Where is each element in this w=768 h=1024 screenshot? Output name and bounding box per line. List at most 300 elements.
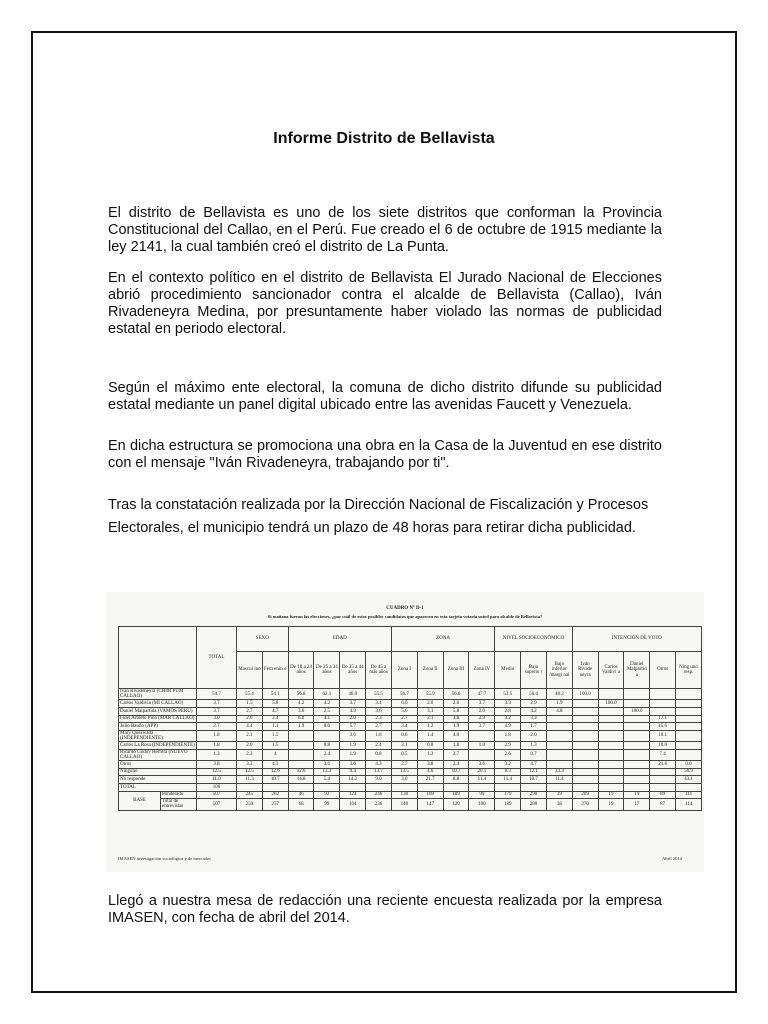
table-cell: 5.4 (314, 776, 340, 784)
table-cell (598, 689, 624, 700)
table-cell: 100.0 (624, 708, 650, 716)
table-cell: 0.8 (417, 742, 443, 750)
survey-question: Si mañana fueran las elecciones, ¿por cuál de estos posibles candidatos que aparecen en esta tarjeta votaría usted para alcalde de Bellavista? (267, 614, 543, 619)
table-cell (314, 730, 340, 741)
table-row (119, 768, 702, 776)
table-cell: 3.4 (391, 723, 417, 731)
table-cell (572, 776, 598, 784)
table-cell: 53.5 (495, 689, 521, 700)
document-title: Informe Distrito de Bellavista (273, 130, 495, 147)
table-cell: 46.9 (340, 689, 366, 700)
row-label: Otros (119, 761, 197, 769)
table-cell (572, 749, 598, 760)
table-cell: 2.6 (495, 749, 521, 760)
table-cell: 179 (495, 791, 521, 799)
table-cell: 5.0 (391, 708, 417, 716)
table-cell (340, 783, 366, 791)
table-cell: 2.9 (495, 742, 521, 750)
table-cell: 2.3 (237, 749, 263, 760)
table-cell: 2.7 (391, 715, 417, 723)
table-cell: 0.5 (391, 749, 417, 760)
table-cell (417, 783, 443, 791)
table-cell (572, 715, 598, 723)
table-cell: 2.6 (237, 715, 263, 723)
table-cell: 250 (237, 799, 263, 810)
row-label: Ninguno (119, 768, 197, 776)
base-row (119, 799, 702, 810)
table-cell: 2.7 (197, 723, 237, 731)
table-cell (469, 783, 495, 791)
table-cell: 3.0 (391, 776, 417, 784)
table-cell: 12.5 (237, 768, 263, 776)
row-label-header (119, 627, 197, 689)
table-cell: 3.6 (314, 761, 340, 769)
table-cell (572, 761, 598, 769)
table-cell (598, 768, 624, 776)
table-cell: 3.6 (366, 708, 392, 716)
table-cell: 2.1 (417, 715, 443, 723)
table-cell: 2.7 (366, 723, 392, 731)
table-cell: 10.7 (521, 776, 547, 784)
table-cell (676, 689, 702, 700)
table-cell: 3.1 (391, 742, 417, 750)
table-cell (469, 730, 495, 741)
table-cell (650, 708, 676, 716)
table-cell: 19 (598, 791, 624, 799)
table-cell: 55.5 (366, 689, 392, 700)
survey-table-image (106, 592, 704, 872)
table-cell (598, 783, 624, 791)
group-header-edad: EDAD (288, 627, 391, 652)
table-cell: 3.6 (340, 761, 366, 769)
table-cell: 246 (366, 791, 392, 799)
table-cell: 21.7 (417, 776, 443, 784)
table-cell: 3.3 (495, 700, 521, 708)
subheader-cell: Zona I (391, 652, 417, 689)
table-cell (288, 730, 314, 741)
table-cell: 100.0 (572, 689, 598, 700)
paragraph-district-intro: El distrito de Bellavista es uno de los siete distritos que conforman la Provincia Constitucional del Callao, en el Perú. Fue creado el 6 de octubre de 1915 mediante la ley 2141, la cual también creó el distrito de La Punta. (108, 205, 662, 255)
subheader-cell: Zona IV (469, 652, 495, 689)
table-cell: 12.6 (262, 768, 288, 776)
table-cell: 2.4 (443, 761, 469, 769)
table-cell: 89 (650, 791, 676, 799)
subheader-cell: Iván Rivade neyra (572, 652, 598, 689)
table-cell: 3.3 (521, 715, 547, 723)
table-row (119, 742, 702, 750)
subheader-cell: Medio (495, 652, 521, 689)
table-cell: 5.7 (340, 723, 366, 731)
paragraph-structure-message: En dicha estructura se promociona una obra en la Casa de la Juventud en ese distrito con el mensaje "Iván Rivadeneyra, trabajando por ti". (108, 438, 662, 471)
table-cell: 2.6 (443, 700, 469, 708)
table-cell: 2.0 (521, 730, 547, 741)
table-cell (650, 768, 676, 776)
table-cell: 62.1 (314, 689, 340, 700)
table-cell (546, 742, 572, 750)
table-cell: 14.8 (288, 776, 314, 784)
table-cell: 17.1 (650, 715, 676, 723)
table-cell (624, 783, 650, 791)
table-cell: 19 (598, 799, 624, 810)
paragraph-imasen-survey: Llegó a nuestra mesa de redacción una reciente encuesta realizada por la empresa IMASEN, con fecha de abril del 2014. (108, 893, 662, 926)
subheader-cell: De 25 a 34 años (314, 652, 340, 689)
table-cell: 2.7 (237, 708, 263, 716)
table-cell (650, 689, 676, 700)
subheader-cell: Fem enin o (262, 652, 288, 689)
table-cell: 6.0 (288, 715, 314, 723)
table-cell: 507 (197, 791, 237, 799)
table-cell (314, 783, 340, 791)
base-label: BASE (119, 791, 161, 810)
table-cell: 120 (443, 799, 469, 810)
row-label: Carlos Valdivia (MI CALLAO) (119, 700, 197, 708)
table-cell: 11.4 (469, 776, 495, 784)
table-cell (598, 723, 624, 731)
group-header-nse: NIVEL SOCIOECONÓMICO (495, 627, 572, 652)
base-row-label: Total de entrevistas (161, 799, 197, 810)
table-cell (676, 723, 702, 731)
table-cell: 236 (366, 799, 392, 810)
table-cell: 3.8 (197, 761, 237, 769)
table-cell: 10.7 (443, 768, 469, 776)
table-cell: 2.7 (443, 749, 469, 760)
base-row (119, 791, 702, 799)
table-cell: 5.8 (262, 700, 288, 708)
table-cell: 0.7 (521, 749, 547, 760)
table-cell: 4.0 (443, 730, 469, 741)
table-cell: 2.4 (314, 749, 340, 760)
table-cell: 12.6 (288, 768, 314, 776)
table-source: IMASEN investigación sociológica y de mercados (118, 856, 212, 861)
table-row (119, 783, 702, 791)
table-cell: 100.0 (598, 700, 624, 708)
table-cell: 10.0 (650, 742, 676, 750)
row-label: Ivan Rivadeneyra (CHIM PUM CALLAO) (119, 689, 197, 700)
table-cell: 56.8 (288, 689, 314, 700)
table-cell: 55.4 (237, 689, 263, 700)
table-cell (624, 723, 650, 731)
subheader-cell: Daniel Malpartid a (624, 652, 650, 689)
table-cell: 4.8 (546, 708, 572, 716)
table-cell: 46 (288, 791, 314, 799)
table-cell: 507 (197, 799, 237, 810)
table-cell: 111 (676, 791, 702, 799)
table-cell: 189 (495, 799, 521, 810)
subheader-cell: Mascul ino (237, 652, 263, 689)
table-cell: 1.9 (340, 749, 366, 760)
table-cell: 3.6 (288, 708, 314, 716)
table-cell: 245 (237, 791, 263, 799)
table-cell (624, 749, 650, 760)
table-cell: 124 (340, 791, 366, 799)
table-cell (288, 761, 314, 769)
table-cell: 11.4 (546, 776, 572, 784)
base-row-label: Ponderado (161, 791, 197, 799)
table-cell (495, 783, 521, 791)
table-cell: 130 (391, 791, 417, 799)
table-cell (650, 776, 676, 784)
table-cell (624, 761, 650, 769)
table-cell (624, 689, 650, 700)
row-label: Daniel Malpartida (VAMOS PERÚ) (119, 708, 197, 716)
table-cell: 109 (417, 791, 443, 799)
table-cell (676, 715, 702, 723)
table-cell: 6.6 (391, 700, 417, 708)
cuadro-title: CUADRO Nº D-1 (386, 606, 424, 611)
table-cell: 1.4 (417, 730, 443, 741)
row-label: Carlos La Rosa (INDEPENDIENTE) (120, 742, 195, 748)
table-row (119, 749, 702, 760)
table-cell (572, 742, 598, 750)
table-cell: 2.4 (366, 742, 392, 750)
table-cell: 17 (624, 799, 650, 810)
table-cell: 2.0 (237, 742, 263, 750)
table-cell (624, 742, 650, 750)
table-cell: 3.6 (340, 730, 366, 741)
table-cell (624, 776, 650, 784)
table-cell (521, 783, 547, 791)
table-cell: 1.2 (417, 723, 443, 731)
table-cell: 4.9 (495, 723, 521, 731)
table-cell: 4.9 (340, 708, 366, 716)
table-cell: 8.8 (443, 776, 469, 784)
table-cell: 92 (314, 791, 340, 799)
table-cell (676, 783, 702, 791)
table-cell (598, 715, 624, 723)
table-cell: 2.5 (314, 708, 340, 716)
table-cell: 4.7 (521, 761, 547, 769)
table-cell: 13.7 (366, 768, 392, 776)
table-cell: 280 (521, 799, 547, 810)
table-cell: 3.2 (495, 761, 521, 769)
table-cell: 55.9 (417, 689, 443, 700)
paragraph-electoral-body: Según el máximo ente electoral, la comuna de dicho distrito difunde su publicidad estatal mediante un panel digital ubicado entre las avenidas Faucett y Venezuela. (108, 380, 662, 413)
paragraph-verification: Tras la constatación realizada por la Dirección Nacional de Fiscalización y Procesos Electorales, el municipio tendrá un plazo de 48 horas para retirar dicha publicidad. (108, 497, 649, 536)
row-label: Julio Bauño (APP) (119, 723, 197, 731)
table-cell: 1.9 (288, 723, 314, 731)
table-cell (572, 700, 598, 708)
table-cell (598, 749, 624, 760)
table-cell (624, 768, 650, 776)
table-cell: 4.7 (262, 708, 288, 716)
table-cell: 56.6 (443, 689, 469, 700)
table-cell: 270 (572, 799, 598, 810)
table-cell: 104 (340, 799, 366, 810)
table-row (119, 689, 702, 700)
subheader-cell: De 18 a 24 años (288, 652, 314, 689)
table-cell: 54.7 (197, 689, 237, 700)
table-cell (391, 783, 417, 791)
row-label: No responde (119, 776, 197, 784)
table-cell: 4.1 (314, 715, 340, 723)
table-cell: 10.7 (262, 776, 288, 784)
table-cell: 0.8 (314, 742, 340, 750)
table-cell: 20.1 (469, 768, 495, 776)
table-cell: 1.1 (262, 723, 288, 731)
table-cell: 47.7 (469, 689, 495, 700)
table-cell (237, 783, 263, 791)
table-cell: 2.0 (469, 708, 495, 716)
table-cell: 2.7 (391, 761, 417, 769)
table-cell (598, 761, 624, 769)
table-cell: 4.2 (521, 708, 547, 716)
table-cell: 12.5 (197, 768, 237, 776)
table-cell: 14.2 (340, 776, 366, 784)
table-cell (676, 749, 702, 760)
table-row (119, 700, 702, 708)
table-cell: 4.6 (417, 768, 443, 776)
table-cell: 4 (262, 749, 288, 760)
subheader-cell: Zona II (417, 652, 443, 689)
table-cell: 4.2 (288, 700, 314, 708)
table-cell: 1.5 (262, 730, 288, 741)
table-cell: 1.9 (546, 700, 572, 708)
table-cell: 1.5 (237, 700, 263, 708)
table-cell: 1.8 (366, 730, 392, 741)
table-cell: 1.7 (521, 723, 547, 731)
table-cell: 1.0 (469, 742, 495, 750)
table-cell: 11.0 (197, 776, 237, 784)
table-cell: 4.4 (237, 723, 263, 731)
table-cell: 3.7 (469, 700, 495, 708)
table-cell (676, 700, 702, 708)
table-cell: 0.6 (391, 730, 417, 741)
table-row (119, 723, 702, 731)
table-cell: 140 (391, 799, 417, 810)
subheader-cell: Ning uno resp. (676, 652, 702, 689)
table-cell: 11.4 (495, 776, 521, 784)
table-cell: 147 (417, 799, 443, 810)
table-cell: 1.3 (521, 742, 547, 750)
table-cell (546, 749, 572, 760)
subheader-cell: Bajo inferior /margi nal (546, 652, 572, 689)
row-label: Mary Quezwada (INDEPENDIENTE) (119, 730, 197, 741)
table-cell: 0.8 (366, 749, 392, 760)
table-cell: 1.8 (443, 742, 469, 750)
table-cell (443, 783, 469, 791)
table-cell: 109 (443, 791, 469, 799)
table-cell: 3.0 (197, 715, 237, 723)
table-cell (366, 783, 392, 791)
table-cell: 2.0 (417, 700, 443, 708)
group-header-zona: ZONA (391, 627, 494, 652)
table-cell (676, 730, 702, 741)
table-cell: 4.2 (314, 700, 340, 708)
table-cell: 3.8 (443, 715, 469, 723)
table-cell: 1.9 (443, 723, 469, 731)
table-cell: 9.0 (366, 776, 392, 784)
table-cell: 1.5 (262, 742, 288, 750)
table-cell: 1.9 (340, 742, 366, 750)
table-cell: 54.1 (262, 689, 288, 700)
table-cell: 8.3 (495, 768, 521, 776)
table-cell: 1.8 (197, 742, 237, 750)
table-cell (650, 783, 676, 791)
table-cell (572, 723, 598, 731)
table-cell: 4.3 (366, 761, 392, 769)
subheader-cell: Bajo superio r (521, 652, 547, 689)
table-cell (624, 700, 650, 708)
table-cell: 13.3 (314, 768, 340, 776)
table-cell (598, 776, 624, 784)
table-cell: 290 (521, 791, 547, 799)
table-cell (469, 749, 495, 760)
table-cell: 0.6 (314, 723, 340, 731)
table-cell: 2.0 (340, 715, 366, 723)
table-cell: 56.7 (391, 689, 417, 700)
table-cell (262, 783, 288, 791)
table-cell: 2.8 (495, 708, 521, 716)
table-cell: 56.4 (521, 689, 547, 700)
group-header-intencion: INTENCIÓN DE VOTO (572, 627, 701, 652)
row-label: Ricardo Godoy Herrera (NUEVO CALLAO) (119, 749, 197, 760)
table-row (119, 776, 702, 784)
table-cell: 48.2 (546, 689, 572, 700)
table-cell: 38 (546, 799, 572, 810)
table-cell: 2.3 (366, 715, 392, 723)
table-cell: 1.2 (417, 749, 443, 760)
table-cell: 3.6 (469, 761, 495, 769)
table-cell: 39 (546, 791, 572, 799)
table-cell: 3.2 (495, 715, 521, 723)
table-cell (572, 730, 598, 741)
table-cell: 257 (262, 799, 288, 810)
table-cell: 262 (262, 791, 288, 799)
table-date: Abril 2014 (661, 856, 682, 861)
table-cell: 4.3 (262, 761, 288, 769)
table-cell (572, 708, 598, 716)
table-cell: 114 (676, 799, 702, 810)
table-cell (598, 730, 624, 741)
group-header-sexo: SEXO (237, 627, 289, 652)
table-cell: 7.4 (650, 749, 676, 760)
table-cell (288, 742, 314, 750)
table-cell (572, 783, 598, 791)
table-cell: 100 (197, 783, 237, 791)
table-cell: 99 (314, 799, 340, 810)
table-cell: 5.8 (443, 708, 469, 716)
table-row (119, 730, 702, 741)
table-cell: 1.3 (197, 749, 237, 760)
table-cell: 43.1 (676, 776, 702, 784)
subheader-cell: Zona III (443, 652, 469, 689)
table-cell (676, 742, 702, 750)
subheader-cell: De 45 a más años (366, 652, 392, 689)
table-cell (624, 730, 650, 741)
table-cell (624, 715, 650, 723)
table-cell (288, 749, 314, 760)
table-cell: 87 (650, 799, 676, 810)
table-cell: 3.7 (197, 708, 237, 716)
table-cell: 3.7 (469, 723, 495, 731)
table-cell: 3.8 (417, 761, 443, 769)
table-cell: 11.3 (237, 776, 263, 784)
table-row (119, 708, 702, 716)
table-cell: 2.9 (521, 700, 547, 708)
table-cell: 56.9 (676, 768, 702, 776)
table-cell: 1.8 (197, 730, 237, 741)
row-label: Fidel Arbieto Pino (MAR CALLAO) (119, 715, 197, 723)
table-cell (546, 723, 572, 731)
table-cell (676, 708, 702, 716)
row-label: TOTAL (119, 783, 197, 791)
table-cell: 3.4 (366, 700, 392, 708)
table-cell: 2.1 (237, 730, 263, 741)
table-cell: 2.9 (469, 715, 495, 723)
table-cell: 15.6 (650, 723, 676, 731)
table-cell: 3.3 (237, 761, 263, 769)
table-cell: 9.4 (340, 768, 366, 776)
